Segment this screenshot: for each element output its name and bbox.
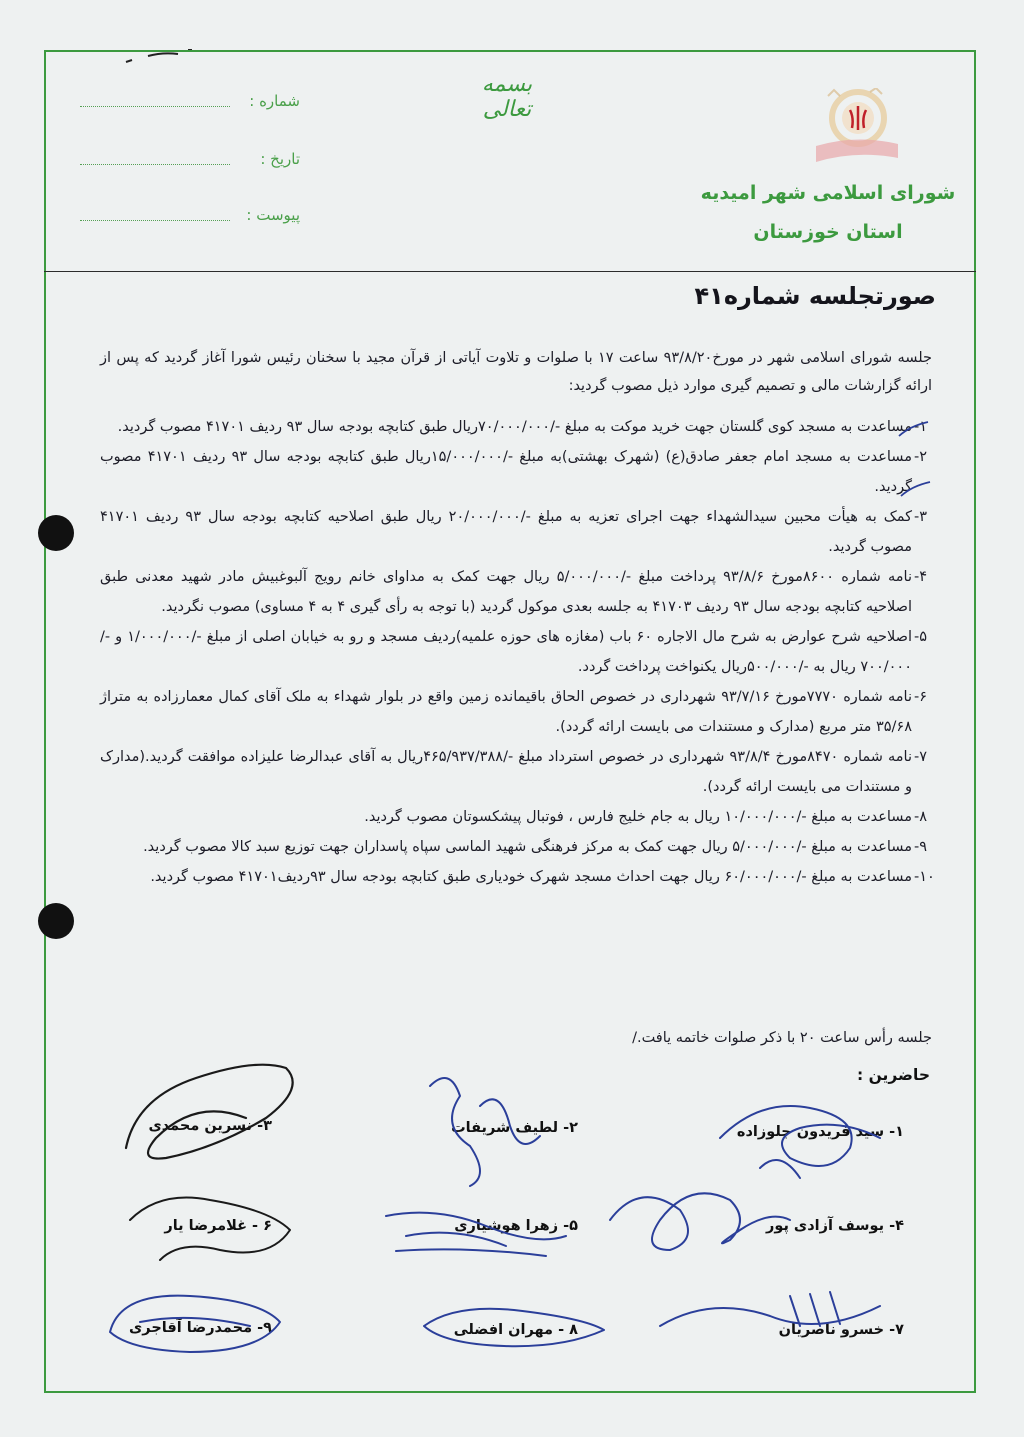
item-text: مساعدت به مبلغ -/۱۰/۰۰۰/۰۰۰ ریال به جام خلیج فارس ، فوتبال پیشکسوتان مصوب گردید.	[364, 809, 912, 825]
resolution-item	[100, 682, 928, 742]
signature-8	[414, 1296, 614, 1356]
attachment-field	[80, 206, 300, 230]
attendee-4: ۴- یوسف آزادی پور	[766, 1218, 904, 1234]
header-separator	[44, 271, 976, 272]
item-number: ۵-	[914, 629, 928, 645]
item-text: مساعدت به مسجد کوی گلستان جهت خرید موکت به مبلغ -/۷۰/۰۰۰/۰۰۰ریال طبق کتابچه بودجه سال ۹۳ ردیف ۴۱۷۰۱ مصوب گردید.	[117, 419, 912, 435]
dotted-line	[80, 106, 230, 107]
letter-date-field	[80, 150, 300, 174]
item-number: ۷-	[914, 749, 928, 765]
attachment-label: پیوست :	[246, 206, 300, 224]
attendee-1: ۱- سید فریدون جلوزاده	[736, 1124, 904, 1140]
attendees-title: حاضرین :	[857, 1066, 930, 1084]
signature-3	[116, 1038, 316, 1178]
item-text: نامه شماره ۸۴۷۰مورخ ۹۳/۸/۴ شهرداری در خصوص استرداد مبلغ -/۴۶۵/۹۳۷/۳۸۸ریال به آقای عبدالرضا علیزاده موافقت گردید.(مدارک و مستندات می بایست ارائه گردد).	[100, 749, 912, 795]
province-name: استان خوزستان	[753, 221, 903, 243]
signature-4	[600, 1160, 800, 1260]
letter-number-field	[80, 92, 300, 116]
resolution-item	[100, 832, 928, 862]
closing-line: جلسه رأس ساعت ۲۰ با ذکر صلوات خاتمه یافت./	[632, 1030, 932, 1046]
letter-number-label: شماره :	[249, 92, 300, 110]
resolution-item	[100, 622, 928, 682]
attendee-7: ۷- خسرو ناصریان	[778, 1322, 904, 1338]
signature-2	[410, 1066, 550, 1196]
resolution-item	[100, 562, 928, 622]
punch-hole	[38, 903, 74, 939]
signature-5	[376, 1196, 576, 1266]
check-mark-icon	[896, 418, 932, 442]
item-number: ۶-	[914, 689, 928, 705]
attendee-9: ۹- محمدرضا آقاجری	[129, 1320, 272, 1336]
dotted-line	[80, 164, 230, 165]
council-name: شورای اسلامی شهر امیدیه	[700, 182, 956, 204]
resolution-item	[100, 502, 928, 562]
resolution-item	[100, 412, 928, 442]
attendee-3: ۳- نسرین محمدی	[148, 1118, 272, 1134]
item-text: نامه شماره ۷۷۷۰مورخ ۹۳/۷/۱۶ شهرداری در خصوص الحاق باقیمانده زمین واقع در بلوار شهداء به ملک آقای کمال معمارزاده به متراژ ۳۵/۶۸ متر مربع (مدارک و مستندات می بایست ارائه گردد).	[100, 689, 913, 735]
dotted-line	[80, 220, 230, 221]
item-number: ۲-	[914, 449, 928, 465]
punch-hole	[38, 515, 74, 551]
minutes-intro: جلسه شورای اسلامی شهر در مورخ۹۳/۸/۲۰ ساعت ۱۷ با صلوات و تلاوت آیاتی از قرآن مجید با سخنان رئیس شورا آغاز گردید که پس از ارائه گزارشات مالی و تصمیم گیری موارد ذیل مصوب گردید:	[100, 350, 932, 394]
item-number: ۹-	[914, 839, 928, 855]
item-text: مساعدت به مبلغ -/۶۰/۰۰۰/۰۰۰ ریال جهت احداث مسجد شهرک خودیاری طبق کتابچه بودجه سال ۹۳ردیف۴۱۷۰۱ مصوب گردید.	[150, 869, 912, 885]
minutes-title: صورتجلسه شماره۴۱	[694, 282, 936, 310]
resolution-item	[100, 802, 928, 832]
item-number: ۱-	[914, 419, 928, 435]
bismillah: بسمه تعالی	[481, 72, 533, 122]
signature-9	[100, 1282, 300, 1362]
resolutions-list	[100, 412, 935, 892]
item-number: ۴-	[914, 569, 928, 585]
item-number: ۸-	[914, 809, 928, 825]
item-text: نامه شماره ۸۶۰۰مورخ ۹۳/۸/۶ پرداخت مبلغ -/۵/۰۰۰/۰۰۰ ریال جهت کمک به مداوای خانم رویج آلبوغبیش مادر شهید معدنی طبق اصلاحیه کتابچه بودجه سال ۹۳ ردیف ۴۱۷۰۳ به جلسه بعدی موکول گردید (با توجه به رأی گیری ۴ به ۴ مساوی) مصوب نگردید.	[100, 569, 912, 615]
item-text: مساعدت به مسجد امام جعفر صادق(ع) (شهرک بهشتی)به مبلغ -/۱۵/۰۰۰/۰۰۰ریال طبق کتابچه بودجه سال ۹۳ ردیف ۴۱۷۰۱ مصوب گردید.	[100, 449, 912, 495]
attendee-5: ۵- زهرا هوشیاری	[454, 1218, 578, 1234]
item-text: مساعدت به مبلغ -/۵/۰۰۰/۰۰۰ ریال جهت کمک به مرکز فرهنگی شهید الماسی سپاه پاسداران جهت توزیع سبد کالا مصوب گردید.	[143, 839, 912, 855]
attendee-8: ۸ - مهران افضلی	[453, 1322, 578, 1338]
item-text: کمک به هیأت محبین سیدالشهداء جهت اجرای تعزیه به مبلغ -/۲۰/۰۰۰/۰۰۰ ریال طبق اصلاحیه کتابچه بودجه سال ۹۳ ردیف ۴۱۷۰۱ مصوب گردید.	[100, 509, 912, 555]
item-text: اصلاحیه شرح عوارض به شرح مال الاجاره ۶۰ باب (مغازه های حوزه علمیه)ردیف مسجد و رو به خیابان اصلی از مبلغ -/۱/۰۰۰/۰۰۰ و -/۷۰۰/۰۰۰ ریال به -/۵۰۰/۰۰۰ریال یکنواخت پرداخت گردد.	[100, 629, 912, 675]
signature-7	[650, 1286, 890, 1356]
attendee-6: ۶ - غلامرضا یار	[164, 1218, 272, 1234]
iran-emblem-icon	[806, 88, 906, 166]
signature-6	[120, 1180, 310, 1270]
item-number: ۳-	[914, 509, 928, 525]
check-mark-icon	[898, 478, 934, 502]
letter-date-label: تاریخ :	[260, 150, 300, 168]
resolution-item	[100, 862, 935, 892]
resolution-item	[100, 742, 928, 802]
item-number: ۱۰-	[914, 869, 935, 885]
resolution-item	[100, 442, 928, 502]
attendee-2: ۲- لطیف شریفات	[451, 1120, 578, 1136]
